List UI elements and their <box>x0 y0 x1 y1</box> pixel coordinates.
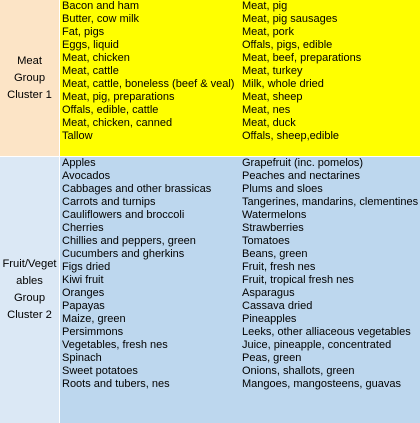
table-cell: Papayas <box>62 300 105 312</box>
table-cell: Spinach <box>62 352 102 364</box>
table-cell: Cabbages and other brassicas <box>62 183 212 195</box>
group-label <box>0 0 59 156</box>
table-cell: Butter, cow milk <box>62 13 140 25</box>
group-label-line: Cluster 2 <box>7 309 52 321</box>
table-cell: Vegetables, fresh nes <box>62 339 168 351</box>
table-cell: Tallow <box>62 130 93 142</box>
table-cell: Plums and sloes <box>242 183 323 195</box>
table-cell: Tomatoes <box>242 235 290 247</box>
table-cell: Bacon and ham <box>62 0 140 12</box>
table-cell: Meat, sheep <box>242 91 303 103</box>
table-cell: Meat, turkey <box>242 65 303 77</box>
table-cell: Meat, cattle, boneless (beef & veal) <box>62 78 235 90</box>
group-label-line: Fruit/Veget <box>2 258 57 270</box>
table-cell: Cherries <box>62 222 104 234</box>
table-cell: Meat, pork <box>242 26 294 38</box>
fruit-vegetables-group <box>0 157 420 423</box>
table-cell: Meat, nes <box>242 104 291 116</box>
table-cell: Leeks, other alliaceous vegetables <box>242 326 411 338</box>
table-cell: Meat, pig <box>242 0 288 12</box>
table-cell: Mangoes, mangosteens, guavas <box>242 378 401 390</box>
table-cell: Kiwi fruit <box>62 274 104 286</box>
table-cell: Tangerines, mandarins, clementines <box>242 196 419 208</box>
column-right <box>240 157 420 423</box>
table-cell: Avocados <box>62 170 111 182</box>
table-cell: Milk, whole dried <box>242 78 324 90</box>
table-cell: Peas, green <box>242 352 302 364</box>
group-label-line: Cluster 1 <box>7 88 52 101</box>
column-right <box>240 0 420 156</box>
table-cell: Meat, beef, preparations <box>242 52 362 64</box>
table-cell: Figs dried <box>62 261 111 273</box>
group-label <box>0 157 59 423</box>
table-cell: Apples <box>62 157 96 169</box>
table-cell: Maize, green <box>62 313 126 325</box>
table-cell: Carrots and turnips <box>62 196 156 208</box>
group-label-line: ables Group <box>13 275 46 304</box>
table-cell: Oranges <box>62 287 105 299</box>
table-cell: Grapefruit (inc. pomelos) <box>242 157 364 169</box>
table-cell: Asparagus <box>242 287 295 299</box>
column-left <box>60 157 240 423</box>
table-cell: Peaches and nectarines <box>242 170 361 182</box>
table-cell: Sweet potatoes <box>62 365 138 377</box>
meat-group <box>0 0 420 156</box>
table-cell: Watermelons <box>242 209 307 221</box>
table-cell: Pineapples <box>242 313 297 325</box>
table-cell: Beans, green <box>242 248 308 260</box>
table-cell: Fruit, tropical fresh nes <box>242 274 354 286</box>
table-cell: Strawberries <box>242 222 304 234</box>
table-cell: Meat, pig, preparations <box>62 91 175 103</box>
table-cell: Meat, chicken <box>62 52 130 64</box>
table-cell: Meat, chicken, canned <box>62 117 173 129</box>
table-cell: Roots and tubers, nes <box>62 378 170 390</box>
table-cell: Offals, pigs, edible <box>242 39 333 51</box>
table-cell: Cauliflowers and broccoli <box>62 209 185 221</box>
group-label-line: Meat Group <box>13 54 46 84</box>
table-cell: Cassava dried <box>242 300 313 312</box>
table-cell: Fat, pigs <box>62 26 105 38</box>
table-cell: Meat, duck <box>242 117 296 129</box>
table-cell: Onions, shallots, green <box>242 365 355 377</box>
column-left <box>60 0 240 156</box>
table-cell: Meat, cattle <box>62 65 119 77</box>
table-cell: Persimmons <box>62 326 124 338</box>
table-cell: Eggs, liquid <box>62 39 119 51</box>
table-cell: Juice, pineapple, concentrated <box>242 339 392 351</box>
table-cell: Offals, edible, cattle <box>62 104 159 116</box>
table-cell: Fruit, fresh nes <box>242 261 316 273</box>
table-cell: Cucumbers and gherkins <box>62 248 185 260</box>
table-cell: Offals, sheep,edible <box>242 130 340 142</box>
table-cell: Chillies and peppers, green <box>62 235 196 247</box>
table-cell: Meat, pig sausages <box>242 13 338 25</box>
